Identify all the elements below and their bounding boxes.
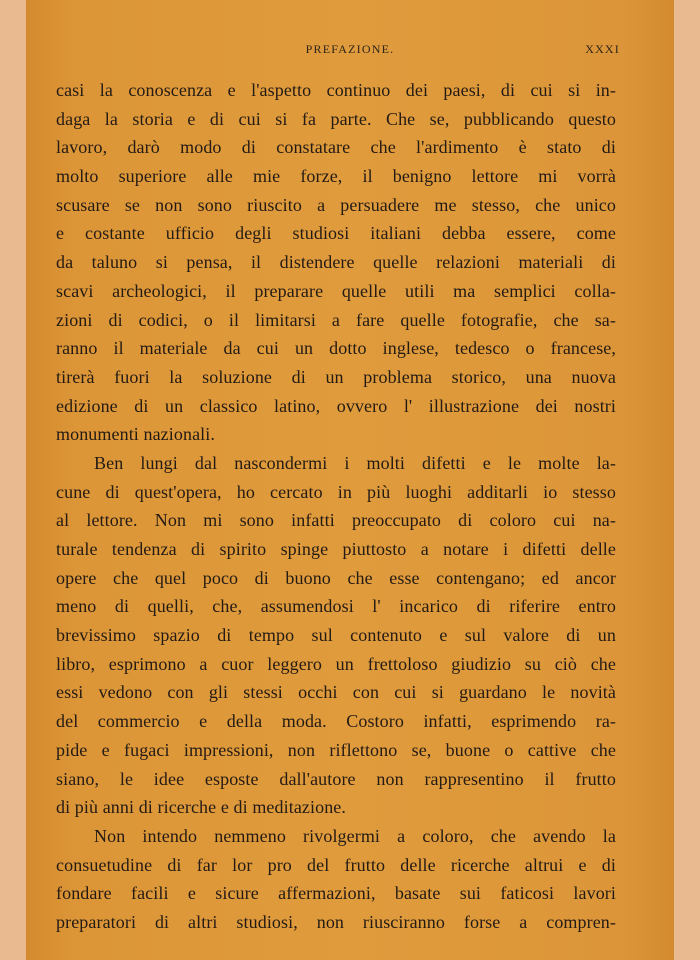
book-page bbox=[26, 0, 674, 960]
text-line: edizione di un classico latino, ovvero l' illustrazione dei nostri bbox=[56, 395, 616, 416]
text-line: del commercio e della moda. Costoro infatti, esprimendo ra- bbox=[56, 711, 616, 732]
text-line: fondare facili e sicure affermazioni, basate sui faticosi lavori bbox=[56, 883, 616, 904]
text-line: turale tendenza di spirito spinge piuttosto a notare i difetti delle bbox=[56, 539, 616, 559]
text-line: da taluno si pensa, il distendere quelle relazioni materiali di bbox=[56, 252, 616, 273]
text-line: monumenti nazionali. bbox=[56, 424, 215, 445]
text-line: preparatori di altri studiosi, non riusciranno forse a compren- bbox=[56, 911, 616, 932]
text-line: scusare se non sono riuscito a persuadere me stesso, che unico bbox=[56, 194, 616, 215]
text-line: brevissimo spazio di tempo sul contenuto e sul valore di un bbox=[56, 625, 616, 646]
body-text bbox=[56, 76, 616, 937]
text-line: meno di quelli, che, assumendosi l' incarico di riferire entro bbox=[56, 596, 616, 617]
text-line: e costante ufficio degli studiosi italiani debba essere, come bbox=[56, 223, 616, 244]
paragraph-start-line: Non intendo nemmeno rivolgermi a coloro, che avendo la bbox=[94, 825, 616, 846]
text-line: cune di quest'opera, ho cercato in più luoghi additarli io stesso bbox=[56, 481, 616, 502]
text-line: casi la conoscenza e l'aspetto continuo dei paesi, di cui si in- bbox=[56, 80, 616, 100]
text-line: essi vedono con gli stessi occhi con cui si guardano le novità bbox=[56, 682, 616, 703]
text-line: zioni di codici, o il limitarsi a fare quelle fotografie, che sa- bbox=[56, 309, 616, 330]
running-header bbox=[26, 42, 674, 62]
page-number: XXXI bbox=[585, 42, 620, 56]
text-line: tirerà fuori la soluzione di un problema storico, una nuova bbox=[56, 366, 616, 387]
text-line: daga la storia e di cui si fa parte. Che se, pubblicando questo bbox=[56, 108, 616, 129]
text-line: opere che quel poco di buono che esse contengano; ed ancor bbox=[56, 567, 616, 588]
text-line: pide e fugaci impressioni, non riflettono se, buone o cattive che bbox=[56, 739, 616, 760]
text-line: ranno il materiale da cui un dotto inglese, tedesco o francese, bbox=[56, 338, 616, 359]
text-line: libro, esprimono a cuor leggero un frettoloso giudizio su ciò che bbox=[56, 653, 616, 674]
text-line: siano, le idee esposte dall'autore non rappresentino il frutto bbox=[56, 768, 616, 789]
text-line: molto superiore alle mie forze, il benigno lettore mi vorrà bbox=[56, 166, 616, 187]
paragraph-start-line: Ben lungi dal nascondermi i molti difetti e le molte la- bbox=[94, 452, 616, 473]
text-line: scavi archeologici, il preparare quelle utili ma semplici colla- bbox=[56, 280, 616, 301]
text-line: al lettore. Non mi sono infatti preoccupato di coloro cui na- bbox=[56, 510, 616, 531]
running-title: PREFAZIONE. bbox=[305, 42, 395, 56]
text-line: lavoro, darò modo di constatare che l'ardimento è stato di bbox=[56, 137, 616, 158]
text-line: di più anni di ricerche e di meditazione. bbox=[56, 797, 346, 818]
text-line: consuetudine di far lor pro del frutto delle ricerche altrui e di bbox=[56, 854, 616, 875]
